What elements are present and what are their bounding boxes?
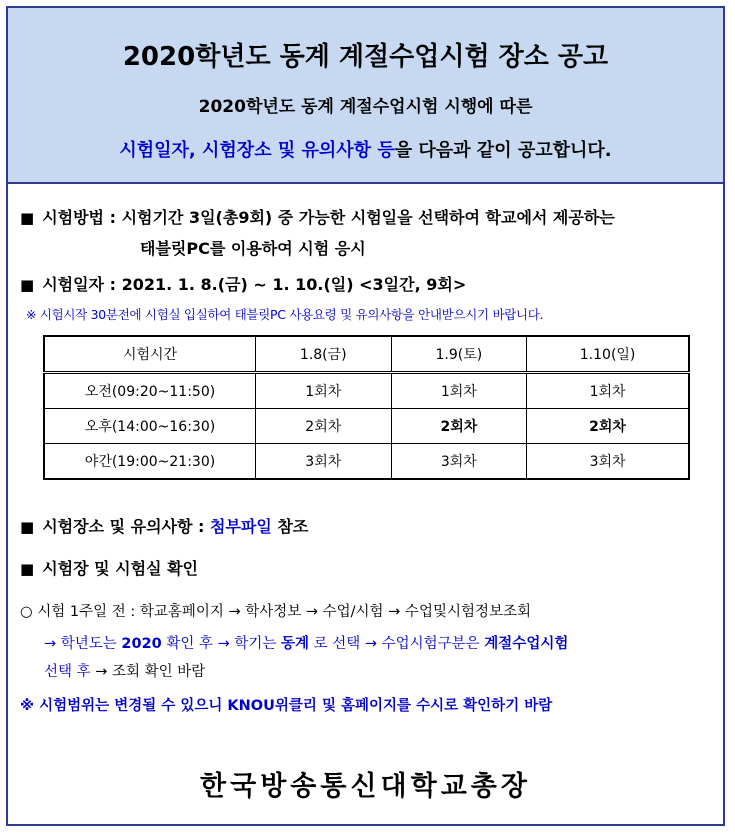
method-line1 [20,205,615,228]
steps-text3b: → 조회 확인 바람 [90,664,206,680]
square-bullet-icon: ■ [20,518,35,536]
attachment-link[interactable]: 첨부파일 [209,517,272,536]
date-label: 시험일자 : [42,275,116,294]
notice-line: ※ 시험범위는 변경될 수 있으니 KNOU위클리 및 홈페이지를 수시로 확인하기 바람 [20,698,553,714]
table-header-cell: 시험시간 [44,336,256,373]
table-header-cell: 1.10(일) [527,336,689,373]
schedule-table [43,335,690,480]
table-header-cell: 1.9(토) [391,336,527,373]
steps-line3 [44,660,205,681]
table-row [44,409,689,444]
circle-bullet-icon: ○ [20,604,33,620]
date-note: ※ 시험시작 30분전에 시험실 입실하여 태블릿PC 사용요령 및 유의사항을 안내받으시기 바랍니다. [26,307,544,322]
steps-text2e: 로 선택 → 수업시험구분은 [309,636,485,652]
place-label: 시험장소 및 유의사항 : [42,517,205,536]
header-highlight: 시험일자, 시험장소 및 유의사항 등 [119,140,395,161]
page-title: 2020학년도 동계 계절수업시험 장소 공고 [122,42,609,72]
header-line2 [8,136,723,162]
header-subtitle: 2020학년도 동계 계절수업시험 시행에 따른 [198,97,533,117]
square-bullet-icon: ■ [20,209,35,227]
method-line2: 태블릿PC를 이용하여 시험 응시 [140,239,366,258]
header-line2-rest: 을 다음과 같이 공고합니다. [394,140,612,161]
table-cell: 2회차 [527,409,689,444]
room-line [20,556,198,579]
steps-year: 2020 [121,636,162,652]
steps-text1: 시험 1주일 전 : 학교홈페이지 → 학사정보 → 수업/시험 → 수업및시험정보조회 [37,604,531,620]
table-header-row [44,336,689,373]
table-cell: 1회차 [391,373,527,409]
steps-text2a: → 학년도는 [44,636,122,652]
table-cell: 야간(19:00~21:30) [44,444,256,480]
table-cell: 3회차 [527,444,689,480]
method-text1: 시험기간 3일(총9회) 중 가능한 시험일을 선택하여 학교에서 제공하는 [121,208,615,227]
method-label: 시험방법 : [42,208,116,227]
table-row [44,373,689,409]
room-label: 시험장 및 시험실 확인 [42,559,199,578]
date-line [20,272,466,295]
steps-term: 동계 [281,636,310,652]
table-cell: 3회차 [256,444,392,480]
place-suffix: 참조 [277,517,309,536]
steps-line1 [20,600,531,621]
footer-signature: 한국방송통신대학교총장 [200,771,531,802]
table-header-cell: 1.8(금) [256,336,392,373]
table-cell: 1회차 [256,373,392,409]
table-cell: 3회차 [391,444,527,480]
steps-text3a: 선택 후 [44,664,91,680]
table-cell: 2회차 [391,409,527,444]
header-box [8,8,723,184]
date-text: 2021. 1. 8.(금) ~ 1. 10.(일) <3일간, 9회> [121,275,467,294]
square-bullet-icon: ■ [20,560,35,578]
notice-frame [6,6,725,826]
steps-type: 계절수업시험 [484,636,569,652]
table-cell: 2회차 [256,409,392,444]
table-cell: 오전(09:20~11:50) [44,373,256,409]
table-cell: 1회차 [527,373,689,409]
place-line [20,514,308,537]
table-row [44,444,689,480]
steps-text2c: 확인 후 → 학기는 [161,636,282,652]
table-cell: 오후(14:00~16:30) [44,409,256,444]
square-bullet-icon: ■ [20,276,35,294]
steps-line2 [44,632,568,653]
